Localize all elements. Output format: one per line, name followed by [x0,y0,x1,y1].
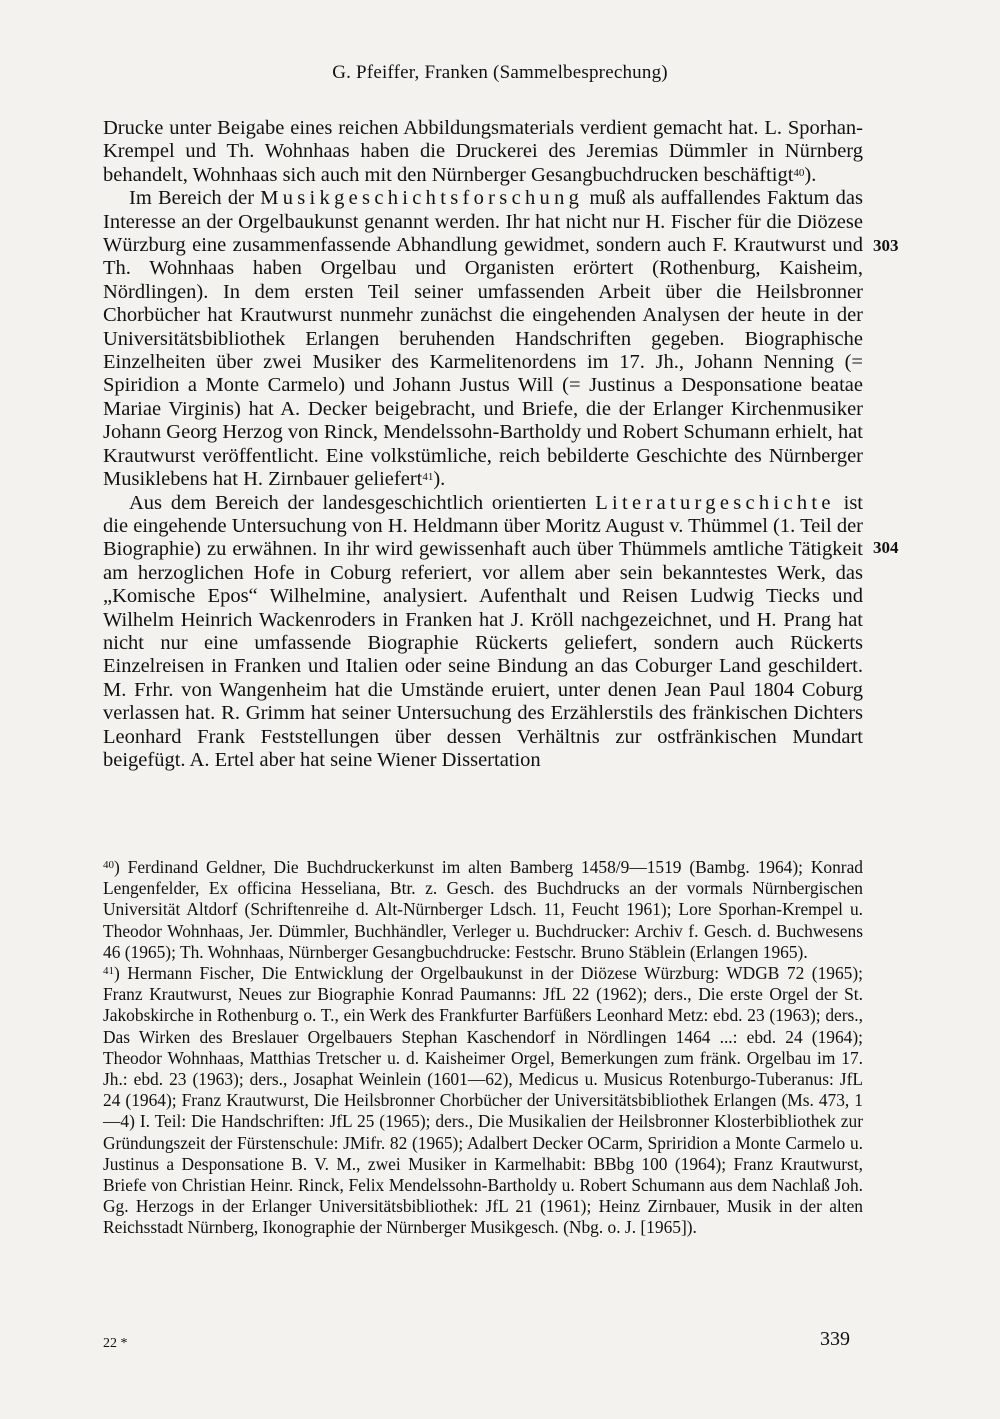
footnote-ref-41: 41 [422,471,434,484]
main-text [103,117,863,772]
paragraph-3: Aus dem Bereich der landesgeschichtlich orientierten Literaturgeschichte ist die eingehende Untersuchung von H. Heldmann über Moritz August v. Thümmel (1. Teil der Biographie) zu erwähnen. In ihr wird gewissenhaft auch über Thümmels amtliche Tätigkeit am herzoglichen Hofe in Coburg referiert, vor allem aber sein bekanntestes Werk, das „Komische Epos“ Wilhelmine, analysiert. Aufenthalt und Reisen Ludwig Tiecks und Wilhelm Heinrich Wackenroders in Franken hat J. Kröll nachgezeichnet, und H. Prang hat nicht nur eine umfassende Biographie Rückerts geliefert, sondern auch Rückerts Einzelreisen in Franken und Italien oder seine Bindung an das Coburger Land geschildert. M. Frhr. von Wangenheim hat die Umstände eruiert, unter denen Jean Paul 1804 Coburg verlassen hat. R. Grimm hat seiner Untersuchung des Erzählerstils des fränkischen Dichters Leonhard Frank Feststellungen über dessen Verhältnis zur ostfränkischen Mundart beigefügt. A. Ertel aber hat seine Wiener Dissertation [103,491,863,771]
margin-number-304: 304 [873,538,899,557]
page-number: 339 [820,1328,850,1350]
paragraph-1: Drucke unter Beigabe eines reichen Abbildungsmaterials verdient gemacht hat. L. Sporhan-Krempel und Th. Wohnhaas haben die Druckerei des Jeremias Dümmler in Nürnberg behandelt, Wohnhaas sich auch mit den Nürnberger Gesangbuchdrucken beschäftigt$^{40}$). [103,117,863,186]
paragraph-2: Im Bereich der Musikgeschichtsforschung muß als auffallendes Faktum das Interesse an der Orgelbaukunst genannt werden. Ihr hat nicht nur H. Fischer für die Diözese Würzburg eine zusammenfassende Abhandlung gewidmet, sondern auch F. Krautwurst und Th. Wohnhaas haben Orgelbau und Organisten erörtert (Rothenburg, Kaisheim, Nördlingen). In dem ersten Teil seiner umfassenden Arbeit über die Heilsbronner Chorbücher hat Krautwurst nunmehr zunächst die eingehenden Analysen der heute in der Universitätsbibliothek Erlangen beruhenden Handschriften gegeben. Biographische Einzelheiten über zwei Musiker des Karmelitenordens im 17. Jh., Johann Nenning (= Spiridion a Monte Carmelo) und Johann Justus Will (= Justinus a Desponsatione beatae Mariae Virginis) hat A. Decker beigebracht, und Briefe, die der Erlanger Kirchenmusiker Johann Georg Herzog von Rinck, Mendelssohn-Bartholdy und Robert Schumann erhielt, hat Krautwurst veröffentlicht. Eine volkstümliche, reich bebilderte Geschichte des Nürnberger Musiklebens hat H. Zirnbauer geliefert$^{41}$). [103,187,864,491]
footnote-ref-40: 40 [793,166,805,179]
margin-number-303: 303 [873,236,899,255]
footnote-41: $^{41}$) Hermann Fischer, Die Entwicklung der Orgelbaukunst in der Diözese Würzburg: WDGB 72 (1965); Franz Krautwurst, Neues zur Biographie Konrad Paumanns: JfL 22 (1962); ders., Die erste Orgel der St. Jakobskirche in Rothenburg o. T., ein Werk des Frankfurter Barfüßers Leonhard Metz: ebd. 23 (1963); ders., Das Wirken des Breslauer Orgelbauers Stephan Kaschendorf in Nördlingen 1464 ...: ebd. 24 (1964); Theodor Wohnhaas, Matthias Tretscher u. d. Kaisheimer Orgel, Bemerkungen zum fränk. Orgelbau im 17. Jh.: ebd. 23 (1963); ders., Josaphat Weinlein (1601—62), Medicus u. Musicus Rotenburgo-Tuberanus: JfL 24 (1964); Franz Krautwurst, Die Heilsbronner Chorbücher der Universitätsbibliothek Erlangen (Ms. 473, 1—4) I. Teil: Die Handschriften: JfL 25 (1965); ders., Die Musikalien der Heilsbronner Klosterbibliothek zur Gründungszeit der Fürstenschule: JMifr. 82 (1965); Adalbert Decker OCarm, Spriridion a Monte Carmelo u. Justinus a Desponsatione B. V. M., zwei Musiker in Karmelhabit: BBbg 100 (1964); Franz Krautwurst, Briefe von Christian Heinr. Rinck, Felix Mendelssohn-Bartholdy u. Robert Schumann aus dem Nachlaß Joh. Gg. Herzogs in der Erlanger Universitätsbibliothek: JfL 21 (1961); Heinz Zirnbauer, Musik in der alten Reichsstadt Nürnberg, Ikonographie der Nürnberger Musikgesch. (Nbg. o. J. [1965]). [103,963,863,1238]
running-header: G. Pfeiffer, Franken (Sammelbesprechung) [332,62,668,83]
footnote-40: $^{40}$) Ferdinand Geldner, Die Buchdruckerkunst im alten Bamberg 1458/9—1519 (Bambg. 1964); Konrad Lengenfelder, Ex officina Hesseliana, Btr. z. Gesch. des Buchdrucks an der vormals Nürnbergischen Universität Altdorf (Schriftenreihe d. Alt-Nürnberger Ldsch. 11, Feucht 1961); Lore Sporhan-Krempel u. Theodor Wohnhaas, Jer. Dümmler, Buchhändler, Verleger u. Buchdrucker: Archiv f. Gesch. d. Buchwesens 46 (1965); Th. Wohnhaas, Nürnberger Gesangbuchdrucke: Festschr. Bruno Stäblein (Erlangen 1965). [103,857,863,962]
spaced-term-literatur: Literaturgeschichte [595,491,835,514]
signature-mark: 22 * [103,1336,128,1351]
footnotes [103,857,863,1239]
spaced-term-musik: Musikgeschichtsforschung [260,187,584,210]
